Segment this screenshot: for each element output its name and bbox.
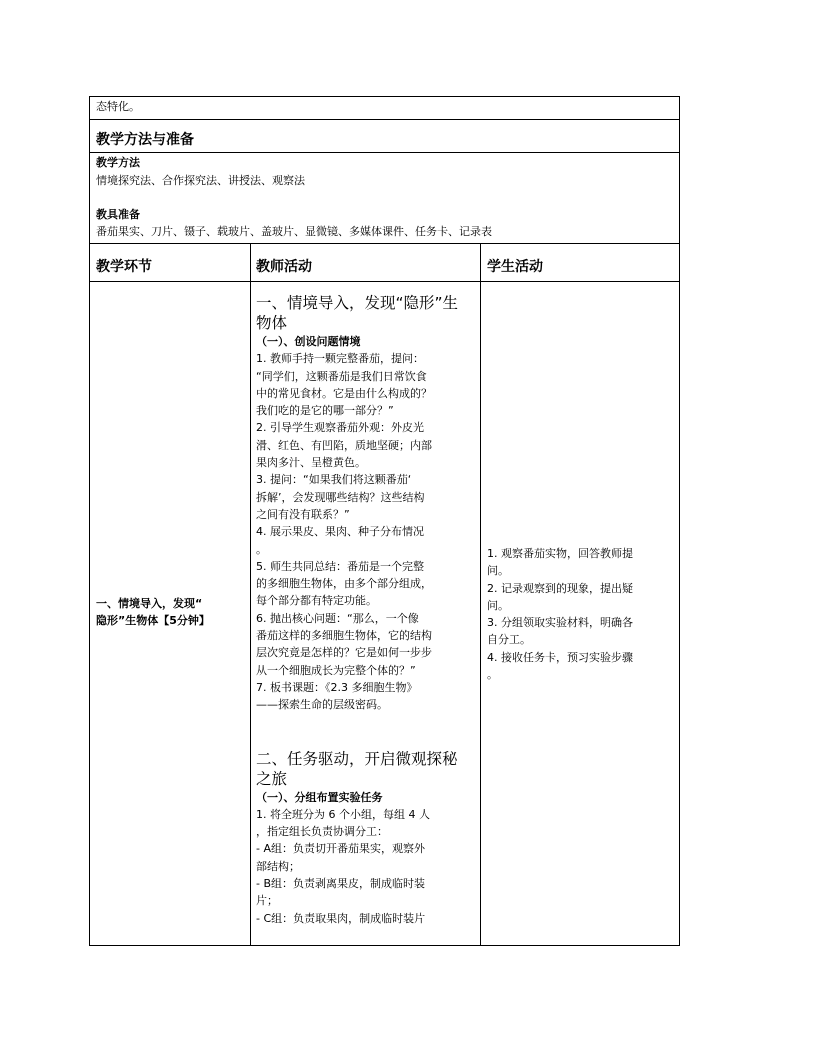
part2-title-line2: 之旅 (256, 769, 288, 788)
teacher-text-line: 之间有没有联系？” (256, 507, 350, 521)
row-divider (90, 152, 679, 153)
teacher-text-line: 滑、红色、有凹陷，质地坚硬；内部 (256, 438, 432, 452)
methods-content: 情境探究法、合作探究法、讲授法、观察法 (96, 174, 305, 187)
part1-lines (256, 350, 478, 713)
part1-title-line2: 物体 (256, 314, 288, 332)
teacher-text-line: 中的常见食材。它是由什么构成的？ (256, 386, 432, 400)
teacher-text-line: 的多细胞生物体，由多个部分组成， (256, 577, 432, 591)
student-text-line: 1. 观察番茄实物，回答教师提 (487, 547, 633, 560)
teacher-text-line: - A组：负责切开番茄果实，观察外 (256, 842, 425, 856)
teacher-text-line: 部结构； (256, 859, 300, 873)
teacher-text-line: 我们吃的是它的哪一部分？” (256, 404, 394, 418)
teacher-text-line: 3. 提问：“如果我们将这颗番茄‘ (256, 473, 412, 487)
tools-content: 番茄果实、刀片、镊子、载玻片、盖玻片、显微镜、多媒体课件、任务卡、记录表 (96, 225, 492, 238)
section-title: 教学方法与准备 (96, 132, 194, 148)
student-text-line: 3. 分组领取实验材料，明确各 (487, 616, 633, 630)
column-header-stage: 教学环节 (96, 259, 152, 275)
teacher-text-line: - B组：负责剥离果皮，制成临时装 (256, 877, 426, 891)
stage-label-line1: 一、情境导入，发现“ (96, 597, 203, 610)
teacher-activity-cell (256, 293, 478, 927)
student-text-line: 4. 接收任务卡，预习实验步骤 (487, 650, 633, 664)
part2-title-line1: 二、任务驱动，开启微观探秘 (256, 749, 458, 768)
teacher-text-line: 果肉多汁、呈橙黄色。 (256, 456, 366, 470)
teacher-text-line: 6. 抛出核心问题：“那么，一个像 (256, 611, 419, 625)
student-text-line: 问。 (487, 564, 509, 578)
teacher-text-line: 拆解’，会发现哪些结构？这些结构 (256, 490, 425, 504)
teacher-text-line: - C组：负责取果肉，制成临时装片 (256, 911, 426, 925)
teacher-text-line: 片； (256, 894, 278, 908)
student-text-line: 自分工。 (487, 633, 531, 647)
teacher-text-line: 番茄这样的多细胞生物体，它的结构 (256, 629, 432, 643)
teacher-text-line: 层次究竟是怎样的？它是如何一步步 (256, 646, 432, 660)
teacher-text-line: 2. 引导学生观察番茄外观：外皮光 (256, 421, 424, 435)
student-text-line: 。 (487, 668, 498, 682)
student-activity-cell (487, 545, 672, 683)
methods-heading: 教学方法 (96, 156, 140, 169)
column-header-teacher: 教师活动 (256, 259, 312, 275)
student-text-line: 问。 (487, 598, 509, 612)
row-divider (90, 243, 679, 244)
teacher-text-line: 每个部分都有特定功能。 (256, 594, 377, 608)
stage-label-line2: 隐形”生物体【5分钟】 (96, 614, 210, 627)
teacher-text-line: 1. 将全班分为 6 个小组，每组 4 人 (256, 807, 430, 821)
teacher-text-line: 1. 教师手持一颗完整番茄，提问： (256, 352, 424, 366)
tools-heading: 教具准备 (96, 208, 140, 221)
row-divider (90, 119, 679, 120)
student-text-line: 2. 记录观察到的现象，提出疑 (487, 581, 633, 595)
teacher-text-line: ——探索生命的层级密码。 (256, 698, 388, 712)
part1-subtitle: （一）、创设问题情境 (256, 335, 361, 348)
part2-lines (256, 806, 478, 927)
teacher-text-line: 4. 展示果皮、果肉、种子分布情况 (256, 525, 424, 539)
part1-title-line1: 一、情境导入，发现“隐形”生 (256, 294, 459, 312)
teacher-text-line: 从一个细胞成长为完整个体的？” (256, 663, 416, 677)
teacher-text-line: 7. 板书课题：《2.3 多细胞生物》 (256, 680, 418, 694)
continued-text: 态特化。 (96, 100, 140, 113)
teacher-text-line: 5. 师生共同总结：番茄是一个完整 (256, 559, 424, 573)
row-divider (90, 281, 679, 282)
lesson-plan-table (89, 96, 680, 946)
teacher-text-line: ，指定组长负责协调分工： (256, 825, 388, 839)
part2-subtitle: （一）、分组布置实验任务 (256, 790, 383, 804)
teacher-text-line: 。 (256, 542, 267, 556)
teacher-text-line: “同学们，这颗番茄是我们日常饮食 (256, 369, 427, 383)
column-divider (480, 243, 481, 945)
column-header-student: 学生活动 (487, 259, 543, 275)
column-divider (250, 243, 251, 945)
